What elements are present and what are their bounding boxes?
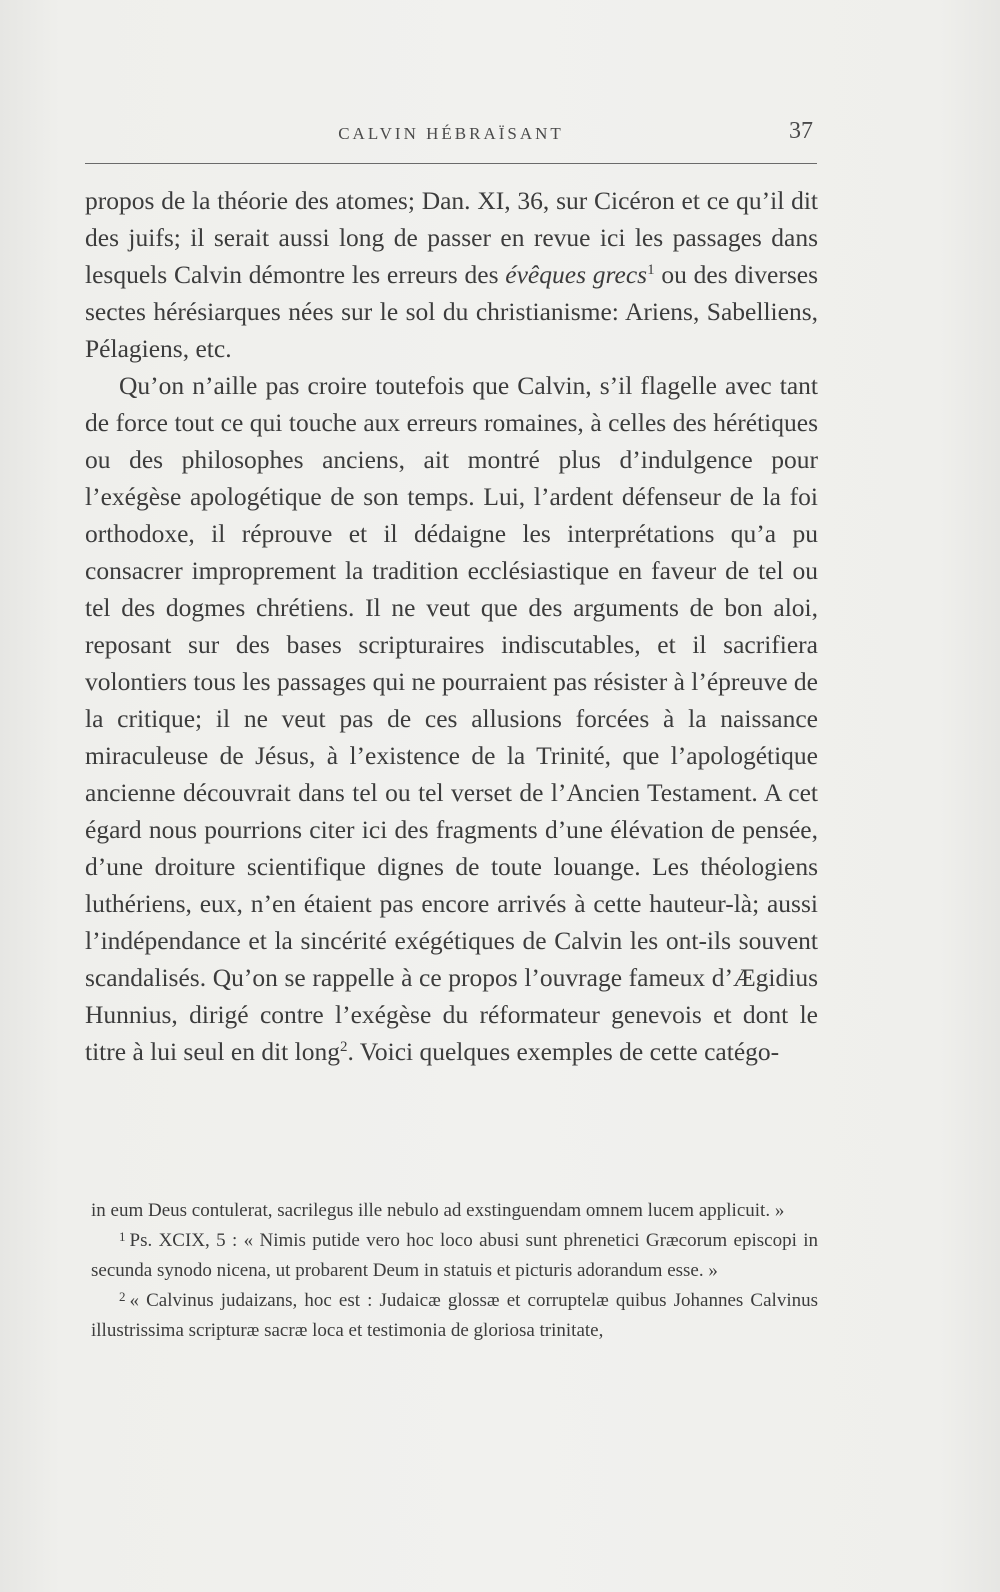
paragraph-1-text-a: propos de la théorie des atomes; Dan. XI, 36, sur Cicéron et ce qu’il dit des juifs; il serait aussi long de passer en revue ici les passages dans lesquels Calvin démontre les erreurs des [85,186,818,289]
paragraph-1 [85,182,818,367]
footnote-1-mark: 1 [119,1229,126,1244]
footnote-ref-1: 1 [647,262,655,278]
paragraph-2 [85,367,818,1070]
running-title: CALVIN HÉBRAÏSANT [338,124,564,143]
italic-phrase: évêques grecs [505,260,648,289]
main-text [85,182,818,1070]
page-number: 37 [789,118,813,144]
footnote-2-text: « Calvinus judaizans, hoc est : Judaicæ glossæ et corruptelæ quibus Johannes Calvinus illustrissima scripturæ sacræ loca et testimonia de gloriosa trinitate, [91,1290,818,1341]
paragraph-2-text-b: . Voici quelques exemples de cette catégo- [347,1037,780,1066]
footnote-1 [91,1226,818,1286]
footnotes [91,1196,818,1346]
paragraph-2-text-a: Qu’on n’aille pas croire toutefois que Calvin, s’il flagelle avec tant de force tout ce qui touche aux erreurs romaines, à celles des hérétiques ou des philosophes anciens, ait montré plus d’indulgence pour l’exégèse apologétique de son temps. Lui, l’ardent défenseur de la foi orthodoxe, il réprouve et il dédaigne les interprétations qu’a pu consacrer improprement la tradition ecclésiastique en faveur de tel ou tel des dogmes chrétiens. Il ne veut que des arguments de bon aloi, reposant sur des bases scripturaires indiscutables, et il sacrifiera volontiers tous les passages qui ne pourraient pas résister à l’épreuve de la critique; il ne veut pas de ces allusions forcées à la naissance miraculeuse de Jésus, à l’existence de la Trinité, que l’apologétique ancienne découvrait dans tel ou tel verset de l’Ancien Testament. A cet égard nous pourrions citer ici des fragments d’une élévation de pensée, d’une droiture scientifique dignes de toute louange. Les théologiens luthériens, eux, n’en étaient pas encore arrivés à cette hauteur-là; aussi l’indépendance et la sincérité exégétiques de Calvin les ont-ils souvent scandalisés. Qu’on se rappelle à ce propos l’ouvrage fameux d’Ægidius Hunnius, dirigé contre l’exégèse du réformateur genevois et dont le titre à lui seul en dit long [85,371,818,1066]
running-head [85,118,817,148]
footnote-2 [91,1286,818,1346]
footnote-2-mark: 2 [119,1289,126,1304]
header-rule [85,163,817,164]
footnote-ref-2: 2 [339,1039,348,1055]
footnote-continued: in eum Deus contulerat, sacrilegus ille nebulo ad exstinguendam omnem lucem applicuit. » [91,1200,785,1221]
footnote-1-text: Ps. XCIX, 5 : « Nimis putide vero hoc loco abusi sunt phrenetici Græcorum episcopi in secunda synodo nicena, ut probarent Deum in statuis et picturis adorandum esse. » [91,1230,818,1281]
paragraph-1-text-b: ou des diverses sectes hérésiarques nées sur le sol du christianisme: Ariens, Sabelliens, Pélagiens, etc. [85,260,818,363]
